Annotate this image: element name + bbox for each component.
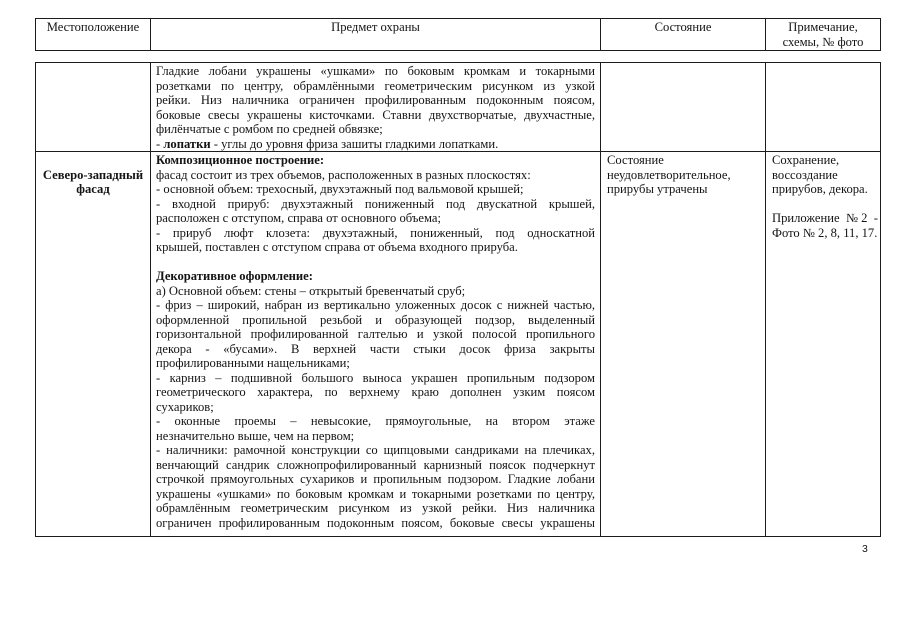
header-subject-cell [151,19,601,51]
header-condition-label: Состояние [654,20,712,34]
subject-line: Гладкие лобани украшены «ушками» по боковым кромкам и токарными [156,64,595,78]
decoration-line: профилированными нащельниками; [156,356,350,370]
decoration-line: декора - «бусами». В верхней части стыки досок фриза закрыты [156,341,595,356]
decoration-line: незначительно выше, чем на первом; [156,428,355,443]
header-note-line: Примечание, [788,20,858,34]
composition-heading: Композиционное построение: [156,153,325,167]
row1-location-cell [36,63,151,152]
appendix-line: Приложение №2 - [772,211,878,225]
subject-line: филёнчатые с ромбом по средней обвязке; [156,122,383,136]
row2-note-cell [766,152,881,537]
composition-line: - входной прируб: двухэтажный пониженный под двускатной крышей, [156,196,595,211]
header-condition-cell [601,19,766,51]
decoration-line: обрамлённым геометрическим рисунком из узкой рейки. Низ наличника [156,501,595,515]
note-line: воссоздание [772,167,838,182]
subject-line: розетками по центру, обрамлёнными геометрическим рисунком из узкой [156,78,595,93]
blank-line [772,197,878,212]
condition-line: неудовлетворительное, [607,167,731,182]
note-line: прирубов, декора. [772,182,868,196]
table-header [35,18,881,51]
appendix-line: Фото № 2, 8, 11, 17. [772,225,878,240]
decoration-line: строчкой прямоугольных сухариков и пропильным подзором. Гладкие лобани [156,472,595,486]
table-body [35,62,881,537]
composition-line: - основной объем: трехосный, двухэтажный под вальмовой крышей; [156,182,524,196]
decoration-line: - наличники: рамочной конструкции со щипцовыми сандриками на плечиках, [156,443,595,457]
header-subject-label: Предмет охраны [331,20,420,34]
decoration-heading: Декоративное оформление: [156,269,313,283]
page-number: 3 [862,543,868,555]
row2-location-cell [36,152,151,537]
header-note-cell [766,19,881,51]
decoration-line: горизонтальной профилированной галтелью и узкой полосой пропильного [156,327,595,341]
lopatki-prefix: - [156,136,164,151]
subject-line-lopatki [156,137,595,152]
composition-line: фасад состоит из трех объемов, расположенных в разных плоскостях: [156,167,531,182]
decoration-line: а) Основной объем: стены – открытый бревенчатый сруб; [156,283,466,298]
note-line: Сохранение, [772,153,840,167]
decoration-line: оформленной пропильной резьбой и образующей подзор, выделенный [156,312,595,327]
decoration-line: сухариков; [156,399,214,414]
condition-line: прирубы утрачены [607,182,708,196]
subject-line: рейки. Низ наличника ограничен профилированным подоконным поясом, [156,93,595,107]
location-line: фасад [76,182,110,196]
decoration-line: венчающий сандрик сложнопрофилированный карнизный поясок подчеркнут [156,457,595,472]
condition-line: Состояние [607,153,664,167]
decoration-line: геометрического характера, по верхнему краю дополнен узким поясом [156,385,595,399]
decoration-line: - карниз – подшивной большого выноса украшен пропильным подзором [156,370,595,385]
composition-line: крышей, поставлен с отступом справа от объема входного прируба. [156,240,518,254]
decoration-line: - оконные проемы – невысокие, прямоугольные, на втором этаже [156,414,595,428]
composition-line: - прируб люфт клозета: двухэтажный, пониженный, под односкатной [156,225,595,240]
table-row [36,63,881,152]
decoration-line: - фриз – широкий, набран из вертикально уложенных досок с нижней частью, [156,298,595,312]
subject-line: боковые свесы украшены кисточками. Ставни двухстворчатые, двухчастные, [156,107,595,122]
header-note-line: схемы, № фото [782,34,864,49]
decoration-line: ограничен профилированным подоконным поясом, боковые свесы украшены [156,515,595,530]
header-row [36,19,881,51]
row1-note-cell [766,63,881,152]
blank-line [156,255,595,270]
row2-condition-cell [601,152,766,537]
header-location-cell [36,19,151,51]
location-line: Северо-западный [42,167,144,182]
decoration-line: украшены «ушками» по боковым кромкам и токарными розетками по центру, [156,486,595,501]
header-location-label: Местоположение [46,20,140,34]
lopatki-rest: - углы до уровня фриза зашиты гладкими лопатками. [210,136,499,151]
lopatki-term: лопатки [163,136,211,151]
row2-subject-cell [151,152,601,537]
row1-subject-cell [151,63,601,152]
table-row [36,152,881,537]
composition-line: расположен с отступом, справа от основного объема; [156,211,441,225]
row1-condition-cell [601,63,766,152]
